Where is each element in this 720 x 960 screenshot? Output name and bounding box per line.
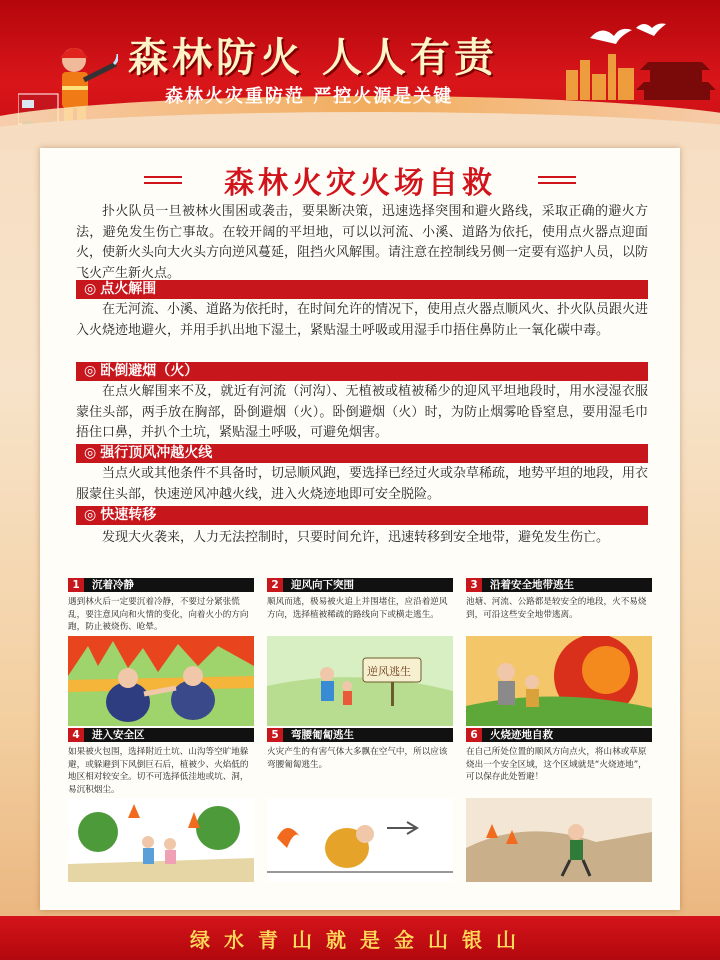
tip-card-1 bbox=[68, 578, 254, 726]
tip-card-4 bbox=[68, 728, 254, 882]
burned-area-illustration bbox=[466, 798, 652, 882]
header-title: 森林防火 人人有责 bbox=[128, 34, 498, 81]
bullet-circle-icon: ◎ bbox=[84, 363, 97, 379]
crouch-escape-illustration bbox=[267, 798, 453, 882]
bullet-circle-icon: ◎ bbox=[84, 507, 97, 523]
tip-card-2 bbox=[267, 578, 453, 726]
header-banner bbox=[0, 0, 720, 150]
tip-card-header: 1 沉着冷静 bbox=[68, 578, 254, 592]
tip-card-text: 遇到林火后一定要沉着冷静，不要过分紧张慌乱，要注意风向和火情的变化，向着火小的方向跑，防止被烧伤、呛晕。 bbox=[68, 597, 249, 632]
tip-card-header: 3 沿着安全地带逃生 bbox=[466, 578, 652, 592]
tip-card-6 bbox=[466, 728, 652, 882]
section-heading-2: ◎ 卧倒避烟（火） bbox=[76, 362, 648, 381]
safe-zone-illustration bbox=[466, 636, 652, 726]
header-swoosh-inner bbox=[0, 112, 720, 150]
header-subtitle: 森林火灾重防范 严控火源是关键 bbox=[165, 86, 454, 107]
tip-card-text: 如果被火包围，选择附近土坑、山沟等空旷地躲避，或躲避到下风倒巨石后，植被少、火焰低的地区相对较安全。切不可选择低洼地或坑、洞，易沉积烟尘。 bbox=[68, 747, 249, 795]
title-decoration-right bbox=[538, 176, 576, 188]
bullet-circle-icon: ◎ bbox=[84, 281, 97, 297]
bullet-circle-icon: ◎ bbox=[84, 445, 97, 461]
content-panel bbox=[40, 148, 680, 910]
calm-people-illustration bbox=[68, 636, 254, 726]
tip-card-text: 顺风而逃，极易被火追上并围堵住，应沿着逆风方向，选择植被稀疏的路线向下或横走逃生。 bbox=[267, 597, 448, 620]
tip-card-text: 池塘、河流、公路都是较安全的地段，火不易烧到，可沿这些安全地带逃离。 bbox=[466, 597, 647, 620]
section-heading-1: ◎ 点火解围 bbox=[76, 280, 648, 299]
tip-card-5 bbox=[267, 728, 453, 882]
escape-sign-text: 逆风逃生 bbox=[367, 665, 411, 678]
footer-banner bbox=[0, 916, 720, 960]
tip-card-header: 6 火烧迹地自救 bbox=[466, 728, 652, 742]
panel-title: 森林火灾火场自救 bbox=[224, 166, 496, 201]
tip-card-header: 5 弯腰匍匐逃生 bbox=[267, 728, 453, 742]
skyline-icon bbox=[560, 40, 720, 100]
tip-card-text: 火灾产生的有害气体大多飘在空气中，所以应该弯腰匍匐逃生。 bbox=[267, 747, 448, 770]
section-heading-3: ◎ 强行顶风冲越火线 bbox=[76, 444, 648, 463]
section-body-2: 在点火解围来不及，就近有河流（河沟）、无植被或植被稀少的迎风平坦地段时，用水浸湿衣服蒙住头部，两手放在胸部，卧倒避烟（火）。卧倒避烟（火）时，为防止烟雾呛昏窒息，要用湿毛巾捂住口鼻，并扒个土坑，紧贴湿土呼吸，可避免烟害。 bbox=[76, 384, 648, 440]
intro-paragraph: 扑火队员一旦被林火围困或袭击，要果断决策，迅速选择突围和避火路线，采取正确的避火方法，避免发生伤亡事故。在较开阔的平坦地，可以以河流、小溪、道路为依托，使用点火器点迎面火，使新火头向大火头方向逆风蔓延，阻挡火风解围。请注意在控制线另侧一定要有巡护人员，以防飞火产生新火点。 bbox=[76, 204, 649, 281]
escape-upwind-illustration bbox=[267, 636, 453, 726]
tip-card-header: 2 迎风向下突围 bbox=[267, 578, 453, 592]
section-heading-4: ◎ 快速转移 bbox=[76, 506, 648, 525]
section-body-4: 发现大火袭来，人力无法控制时，只要时间允许，迅速转移到安全地带，避免发生伤亡。 bbox=[102, 530, 610, 545]
footer-slogan: 绿水青山就是金山银山 bbox=[190, 928, 530, 952]
enter-safe-area-illustration bbox=[68, 798, 254, 882]
tip-card-3 bbox=[466, 578, 652, 726]
tip-card-header: 4 进入安全区 bbox=[68, 728, 254, 742]
section-body-3: 当点火或其他条件不具备时，切忌顺风跑，要选择已经过火或杂草稀疏，地势平坦的地段，用衣服蒙住头部，快速逆风冲越火线，进入火烧迹地即可安全脱险。 bbox=[76, 466, 649, 502]
tip-card-text: 在自己所处位置的顺风方向点火，将山林或草原烧出一个安全区域，这个区域就是“火烧迹地”，可以保存此处暂避！ bbox=[466, 747, 647, 782]
section-body-1: 在无河流、小溪、道路为依托时，在时间允许的情况下，使用点火器点顺风火、扑火队员跟火进入火烧迹地避火，并用手扒出地下湿土，紧贴湿土呼吸或用湿手巾捂住鼻防止一氧化碳中毒。 bbox=[76, 302, 649, 338]
